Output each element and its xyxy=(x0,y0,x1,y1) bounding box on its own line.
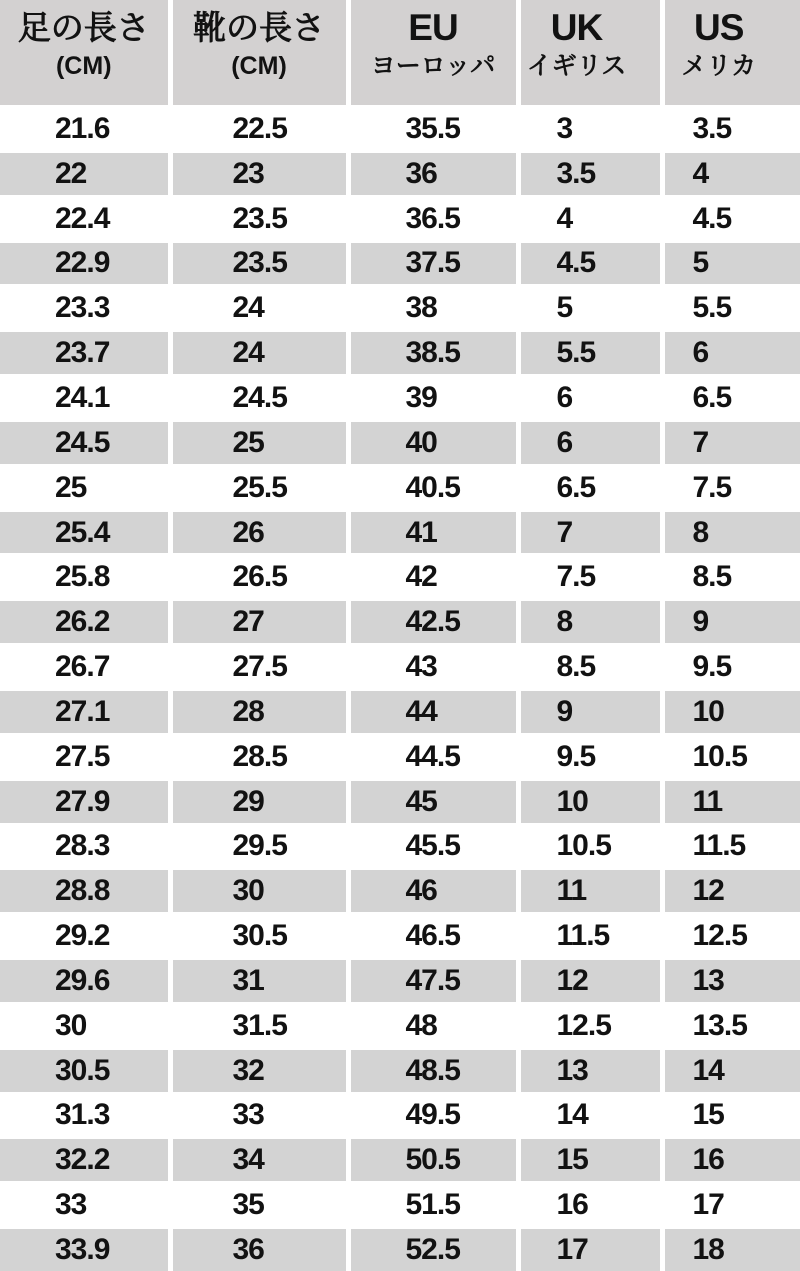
table-cell: 5 xyxy=(518,286,662,331)
table-cell: 51.5 xyxy=(348,1183,518,1228)
table-cell: 5.5 xyxy=(662,286,800,331)
table-cell: 4.5 xyxy=(518,241,662,286)
table-cell: 31 xyxy=(170,959,348,1004)
table-cell: 3.5 xyxy=(662,107,800,152)
table-cell: 24.1 xyxy=(0,376,170,421)
table-row xyxy=(0,151,800,196)
table-cell: 25 xyxy=(0,465,170,510)
table-cell: 11.5 xyxy=(662,824,800,869)
table-cell: 8.5 xyxy=(662,555,800,600)
table-cell: 10.5 xyxy=(518,824,662,869)
header-row xyxy=(0,0,800,107)
table-cell: 37.5 xyxy=(348,241,518,286)
table-row xyxy=(0,555,800,600)
table-cell: 21.6 xyxy=(0,107,170,152)
table-cell: 28.3 xyxy=(0,824,170,869)
table-row xyxy=(0,465,800,510)
table-cell: 7 xyxy=(662,420,800,465)
table-cell: 18 xyxy=(662,1228,800,1271)
table-cell: 40 xyxy=(348,420,518,465)
table-cell: 11.5 xyxy=(518,914,662,959)
table-row xyxy=(0,1138,800,1183)
table-cell: 23.3 xyxy=(0,286,170,331)
table-cell: 23.5 xyxy=(170,196,348,241)
column-header-region: ヨーロッパ xyxy=(370,52,496,80)
table-cell: 15 xyxy=(662,1093,800,1138)
column-header-shoe-length xyxy=(170,0,348,107)
table-row xyxy=(0,734,800,779)
table-cell: 32.2 xyxy=(0,1138,170,1183)
table-cell: 44 xyxy=(348,689,518,734)
table-cell: 24.5 xyxy=(0,420,170,465)
table-cell: 36 xyxy=(170,1228,348,1271)
table-cell: 8 xyxy=(518,600,662,645)
table-cell: 36.5 xyxy=(348,196,518,241)
table-cell: 6 xyxy=(518,420,662,465)
column-header-eu xyxy=(348,0,518,107)
table-row xyxy=(0,869,800,914)
table-row xyxy=(0,376,800,421)
table-cell: 44.5 xyxy=(348,734,518,779)
table-cell: 24 xyxy=(170,331,348,376)
table-cell: 10.5 xyxy=(662,734,800,779)
table-cell: 42.5 xyxy=(348,600,518,645)
table-cell: 10 xyxy=(662,689,800,734)
table-cell: 26 xyxy=(170,510,348,555)
table-cell: 3.5 xyxy=(518,151,662,196)
table-header xyxy=(0,0,800,107)
table-cell: 5 xyxy=(662,241,800,286)
table-cell: 46.5 xyxy=(348,914,518,959)
table-cell: 14 xyxy=(518,1093,662,1138)
table-row xyxy=(0,689,800,734)
table-cell: 47.5 xyxy=(348,959,518,1004)
table-cell: 6 xyxy=(518,376,662,421)
table-cell: 7.5 xyxy=(518,555,662,600)
table-row xyxy=(0,1003,800,1048)
table-cell: 11 xyxy=(518,869,662,914)
table-cell: 32 xyxy=(170,1048,348,1093)
table-cell: 6 xyxy=(662,331,800,376)
table-cell: 42 xyxy=(348,555,518,600)
table-cell: 9.5 xyxy=(518,734,662,779)
table-cell: 23 xyxy=(170,151,348,196)
column-header-label: EU xyxy=(408,7,458,48)
table-cell: 31.3 xyxy=(0,1093,170,1138)
table-cell: 8 xyxy=(662,510,800,555)
table-cell: 22.5 xyxy=(170,107,348,152)
table-cell: 7.5 xyxy=(662,465,800,510)
table-cell: 46 xyxy=(348,869,518,914)
table-cell: 26.2 xyxy=(0,600,170,645)
table-cell: 39 xyxy=(348,376,518,421)
table-cell: 13 xyxy=(518,1048,662,1093)
table-cell: 27.1 xyxy=(0,689,170,734)
column-header-label: 足の長さ xyxy=(17,9,150,46)
table-cell: 23.7 xyxy=(0,331,170,376)
table-row xyxy=(0,241,800,286)
table-cell: 30 xyxy=(170,869,348,914)
table-row xyxy=(0,1228,800,1271)
table-cell: 30 xyxy=(0,1003,170,1048)
table-cell: 50.5 xyxy=(348,1138,518,1183)
table-row xyxy=(0,1048,800,1093)
table-cell: 10 xyxy=(518,779,662,824)
table-cell: 9 xyxy=(518,689,662,734)
table-cell: 49.5 xyxy=(348,1093,518,1138)
table-cell: 9 xyxy=(662,600,800,645)
table-cell: 26.7 xyxy=(0,645,170,690)
table-cell: 24 xyxy=(170,286,348,331)
column-header-region: メリカ xyxy=(681,52,757,80)
table-cell: 22.4 xyxy=(0,196,170,241)
table-cell: 24.5 xyxy=(170,376,348,421)
table-row xyxy=(0,914,800,959)
column-header-unit: (CM) xyxy=(55,52,112,80)
table-cell: 48 xyxy=(348,1003,518,1048)
table-cell: 23.5 xyxy=(170,241,348,286)
table-cell: 29.5 xyxy=(170,824,348,869)
table-cell: 26.5 xyxy=(170,555,348,600)
table-row xyxy=(0,779,800,824)
table-cell: 6.5 xyxy=(518,465,662,510)
table-cell: 16 xyxy=(662,1138,800,1183)
table-cell: 27 xyxy=(170,600,348,645)
table-row xyxy=(0,824,800,869)
table-cell: 13 xyxy=(662,959,800,1004)
table-cell: 48.5 xyxy=(348,1048,518,1093)
column-header-us xyxy=(662,0,800,107)
table-cell: 12 xyxy=(518,959,662,1004)
column-header-unit: (CM) xyxy=(231,52,287,80)
table-cell: 38.5 xyxy=(348,331,518,376)
column-header-foot-length xyxy=(0,0,170,107)
table-cell: 45 xyxy=(348,779,518,824)
column-header-label: 靴の長さ xyxy=(193,9,325,46)
table-cell: 7 xyxy=(518,510,662,555)
table-cell: 52.5 xyxy=(348,1228,518,1271)
table-cell: 9.5 xyxy=(662,645,800,690)
table-cell: 29.6 xyxy=(0,959,170,1004)
table-cell: 28 xyxy=(170,689,348,734)
table-cell: 3 xyxy=(518,107,662,152)
table-cell: 11 xyxy=(662,779,800,824)
column-header-uk xyxy=(518,0,662,107)
table-cell: 28.8 xyxy=(0,869,170,914)
table-cell: 14 xyxy=(662,1048,800,1093)
table-row xyxy=(0,107,800,152)
table-cell: 27.9 xyxy=(0,779,170,824)
table-cell: 36 xyxy=(348,151,518,196)
table-cell: 38 xyxy=(348,286,518,331)
table-cell: 17 xyxy=(662,1183,800,1228)
table-cell: 29 xyxy=(170,779,348,824)
table-row xyxy=(0,196,800,241)
table-cell: 45.5 xyxy=(348,824,518,869)
table-cell: 25 xyxy=(170,420,348,465)
table-cell: 6.5 xyxy=(662,376,800,421)
table-cell: 13.5 xyxy=(662,1003,800,1048)
table-cell: 28.5 xyxy=(170,734,348,779)
table-cell: 31.5 xyxy=(170,1003,348,1048)
column-header-region: イギリス xyxy=(526,52,627,80)
table-cell: 33 xyxy=(170,1093,348,1138)
table-cell: 27.5 xyxy=(170,645,348,690)
table-cell: 25.4 xyxy=(0,510,170,555)
table-cell: 5.5 xyxy=(518,331,662,376)
table-cell: 27.5 xyxy=(0,734,170,779)
table-cell: 35 xyxy=(170,1183,348,1228)
table-cell: 41 xyxy=(348,510,518,555)
table-row xyxy=(0,645,800,690)
table-cell: 22 xyxy=(0,151,170,196)
table-row xyxy=(0,959,800,1004)
table-cell: 4.5 xyxy=(662,196,800,241)
table-cell: 33.9 xyxy=(0,1228,170,1271)
table-row xyxy=(0,1093,800,1138)
table-body xyxy=(0,107,800,1271)
table-cell: 8.5 xyxy=(518,645,662,690)
table-row xyxy=(0,286,800,331)
table-cell: 12.5 xyxy=(662,914,800,959)
table-row xyxy=(0,1183,800,1228)
table-cell: 4 xyxy=(662,151,800,196)
table-cell: 30.5 xyxy=(0,1048,170,1093)
table-cell: 15 xyxy=(518,1138,662,1183)
table-row xyxy=(0,331,800,376)
table-cell: 35.5 xyxy=(348,107,518,152)
table-cell: 12.5 xyxy=(518,1003,662,1048)
table-cell: 25.5 xyxy=(170,465,348,510)
table-cell: 17 xyxy=(518,1228,662,1271)
table-cell: 12 xyxy=(662,869,800,914)
table-cell: 33 xyxy=(0,1183,170,1228)
table-cell: 25.8 xyxy=(0,555,170,600)
table-cell: 4 xyxy=(518,196,662,241)
table-cell: 22.9 xyxy=(0,241,170,286)
table-cell: 40.5 xyxy=(348,465,518,510)
table-cell: 16 xyxy=(518,1183,662,1228)
table-row xyxy=(0,420,800,465)
table-cell: 34 xyxy=(170,1138,348,1183)
table-cell: 29.2 xyxy=(0,914,170,959)
table-row xyxy=(0,600,800,645)
table-row xyxy=(0,510,800,555)
table-cell: 30.5 xyxy=(170,914,348,959)
table-cell: 43 xyxy=(348,645,518,690)
column-header-label: US xyxy=(694,7,744,48)
column-header-label: UK xyxy=(550,7,603,48)
